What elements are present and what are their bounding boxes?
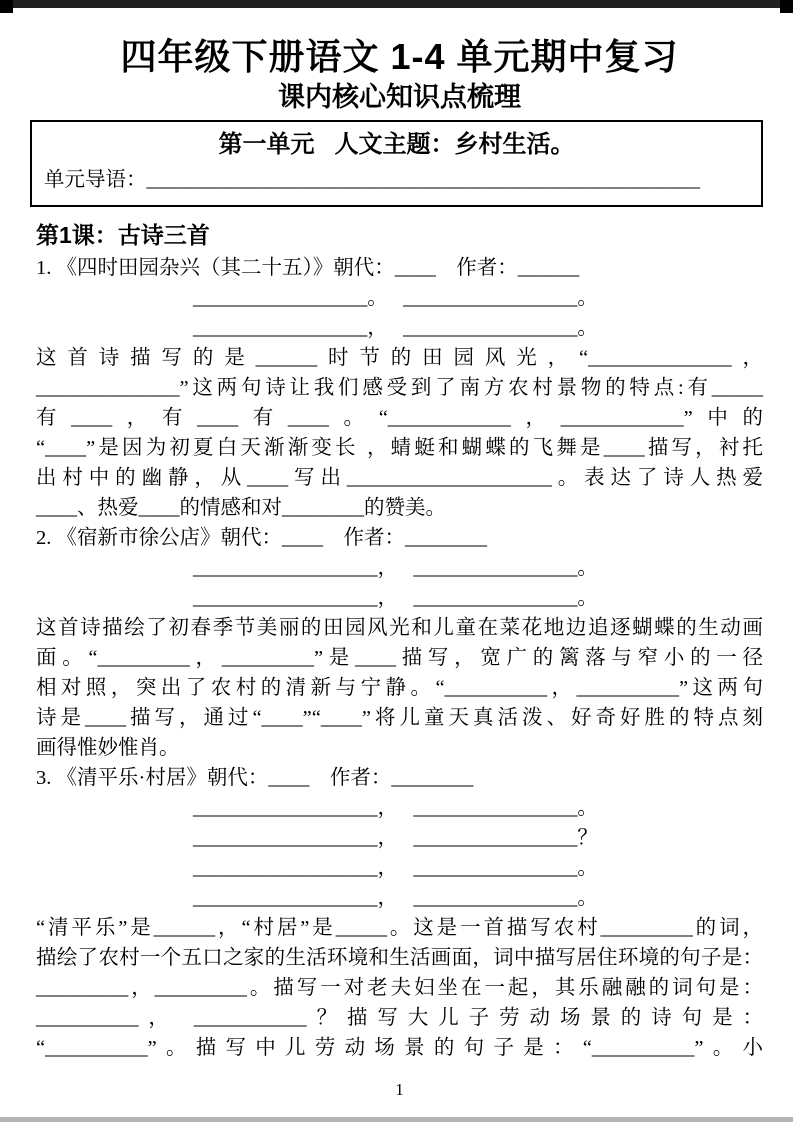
poem-1-analysis-line-2: ______________”这两句诗让我们感受到了南方农村景物的特点:有_____: [36, 377, 763, 399]
poem-2-analysis-line-5: 画得惟妙惟肖。: [36, 737, 180, 759]
poem-3-analysis-line-5: “__________”。描写中儿劳动场景的句子是：“__________”。小: [36, 1037, 763, 1059]
poem-2-verse-line-2: __________________， ________________。: [193, 587, 598, 609]
poem-1-analysis-line-4: “____”是因为初夏白天渐渐变长 ，蜻蜓和蝴蝶的飞舞是____描写，衬托: [36, 437, 763, 459]
poem-3-analysis-line-3: _________，_________。描写一对老夫妇坐在一起，其乐融融的词句是：: [36, 977, 763, 999]
poem-1-title-line: 1. 《四时田园杂兴（其二十五）》朝代：____ 作者：______: [36, 257, 580, 279]
poem-3-verse-line-3: __________________， ________________。: [193, 857, 598, 879]
page-title: 四年级下册语文 1-4 单元期中复习: [120, 36, 679, 77]
poem-1-analysis-line-3: 有____，有____有____。“____________，____________”中的: [36, 407, 763, 429]
unit-intro-line: [44, 165, 749, 195]
scan-bottom-edge: [0, 1117, 793, 1122]
poem-3-verse-line-1: __________________， ________________。: [193, 797, 598, 819]
poem-1-analysis-line-5: 出村中的幽静，从____写出____________________。表达了诗人热爱: [36, 467, 763, 489]
poem-1-block: [36, 253, 763, 523]
poem-3-analysis-line-2: 描绘了农村一个五口之家的生活环境和生活画面，词中描写居住环境的句子是：: [36, 947, 763, 969]
lesson-heading: 第1课：古诗三首: [36, 222, 210, 248]
poem-3-verse-line-2: __________________， ________________？: [193, 827, 598, 849]
poem-1-verse-line-1: _________________。 _________________。: [193, 287, 598, 309]
poem-1-analysis-line-1: 这首诗描写的是______时节的田园风光，“______________，: [36, 347, 763, 369]
poem-2-analysis-line-1: 这首诗描绘了初春季节美丽的田园风光和儿童在菜花地边追逐蝴蝶的生动画: [36, 617, 763, 639]
poem-3-title-line: 3. 《清平乐·村居》朝代：____ 作者：________: [36, 767, 474, 789]
poem-2-block: [36, 523, 763, 763]
poem-2-analysis-line-4: 诗是____描写，通过“____”“____”将儿童天真活泼、好奇好胜的特点刻: [36, 707, 763, 729]
unit-intro-label: 单元导语：: [44, 169, 147, 191]
poem-3-analysis-line-4: __________， ___________？描写大儿子劳动场景的诗句是：: [36, 1007, 763, 1029]
poem-3-analysis-line-1: “清平乐”是______，“村居”是_____。这是一首描写农村_________的词，: [36, 917, 763, 939]
poem-2-title-line: 2. 《宿新市徐公店》朝代：____ 作者：________: [36, 527, 487, 549]
unit-box: [30, 120, 763, 207]
poem-1-analysis-line-6: ____、热爱____的情感和对________的赞美。: [36, 497, 446, 519]
page-subtitle: 课内核心知识点梳理: [278, 82, 521, 112]
poem-1-verse-line-2: _________________， _________________。: [193, 317, 598, 339]
poem-3-block: [36, 763, 763, 1063]
unit-heading: 第一单元 人文主题：乡村生活。: [218, 131, 575, 158]
page-number: 1: [395, 1080, 404, 1099]
poem-3-verse-line-4: __________________， ________________。: [193, 887, 598, 909]
unit-intro-blank: ______________________________________________________: [146, 169, 700, 191]
poem-2-verse-line-1: __________________， ________________。: [193, 557, 598, 579]
poem-2-analysis-line-3: 相对照，突出了农村的清新与宁静。“__________，__________”这两句: [36, 677, 763, 699]
scan-top-edge: [0, 0, 793, 8]
poem-2-analysis-line-2: 面。“_________，_________”是____描写，宽广的篱落与窄小的一径: [36, 647, 763, 669]
